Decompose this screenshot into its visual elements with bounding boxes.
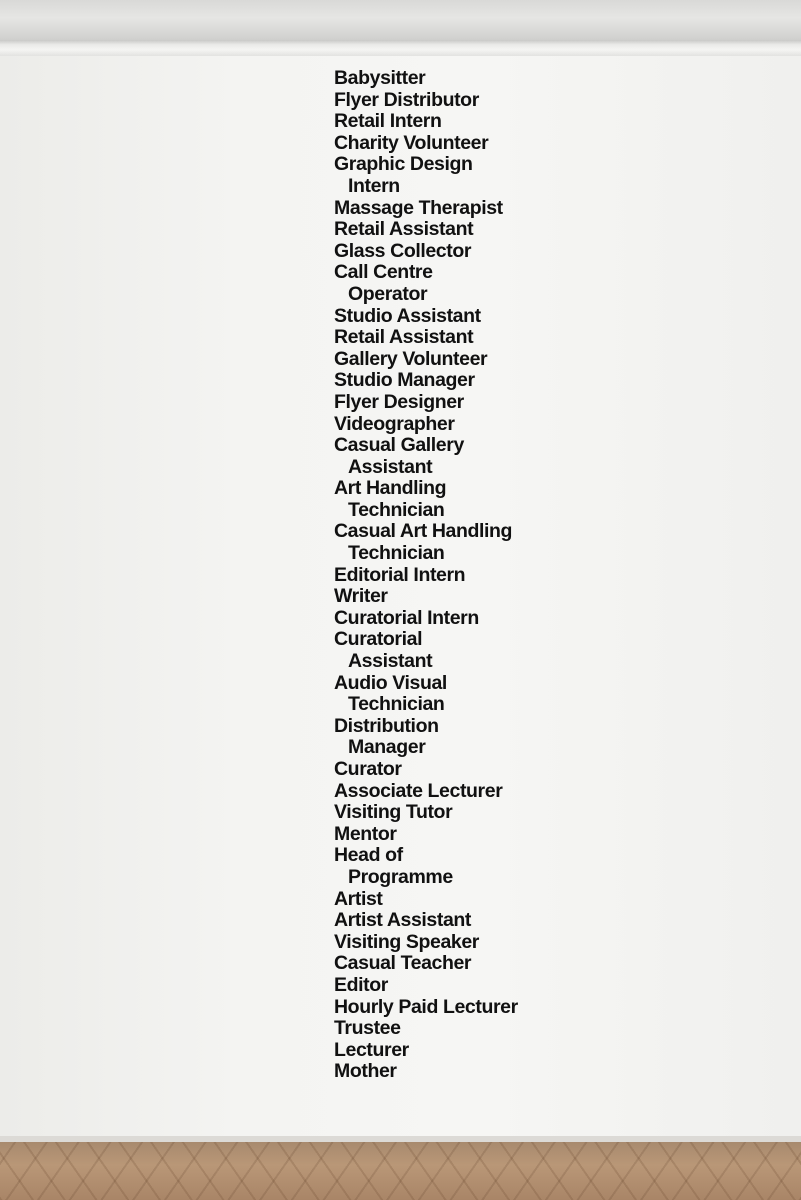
- job-title-line: Associate Lecturer: [334, 779, 503, 802]
- job-title: [334, 111, 518, 133]
- job-title-line: Charity Volunteer: [334, 131, 489, 154]
- parquet-floor: [0, 1142, 801, 1200]
- job-title: [334, 629, 518, 672]
- job-title-line: Audio Visual: [334, 671, 447, 694]
- job-title-continuation: Technician: [348, 693, 445, 716]
- job-title-line: Casual Gallery: [334, 434, 464, 457]
- job-title: [334, 154, 518, 197]
- job-title-line: Mentor: [334, 822, 397, 845]
- job-title: [334, 327, 518, 349]
- job-title-continuation: Programme: [348, 865, 453, 888]
- job-title: [334, 975, 518, 997]
- job-title: [334, 608, 518, 630]
- job-title-line: Flyer Designer: [334, 390, 464, 413]
- job-title-line: Call Centre: [334, 261, 433, 284]
- job-title: [334, 889, 518, 911]
- job-title-line: Distribution: [334, 714, 439, 737]
- job-title: [334, 673, 518, 716]
- job-title: [334, 478, 518, 521]
- job-title: [334, 219, 518, 241]
- job-title-line: Studio Assistant: [334, 304, 481, 327]
- job-title-line: Videographer: [334, 412, 455, 435]
- job-title-line: Visiting Tutor: [334, 801, 453, 824]
- job-title-line: Lecturer: [334, 1038, 409, 1061]
- job-title-line: Retail Intern: [334, 110, 442, 133]
- job-title-continuation: Technician: [348, 498, 445, 521]
- job-title: [334, 306, 518, 328]
- job-title-line: Curator: [334, 758, 402, 780]
- job-title: [334, 824, 518, 846]
- job-title: [334, 241, 518, 263]
- job-title-line: Writer: [334, 585, 388, 608]
- job-title-continuation: Intern: [348, 174, 400, 197]
- job-title: [334, 370, 518, 392]
- job-title-line: Flyer Distributor: [334, 88, 479, 111]
- job-title-line: Graphic Design: [334, 153, 473, 176]
- job-title-line: Editorial Intern: [334, 563, 466, 586]
- job-title-line: Casual Art Handling: [334, 520, 513, 543]
- job-title-line: Mother: [334, 1060, 397, 1083]
- job-title: [334, 521, 518, 564]
- job-title-line: Art Handling: [334, 477, 447, 500]
- job-title-line: Casual Teacher: [334, 952, 472, 975]
- job-title-line: Retail Assistant: [334, 326, 474, 349]
- job-title: [334, 198, 518, 220]
- job-title-line: Studio Manager: [334, 369, 475, 392]
- job-title: [334, 1040, 518, 1062]
- job-title: [334, 997, 518, 1019]
- job-title: [334, 845, 518, 888]
- job-title-line: Editor: [334, 973, 388, 996]
- job-title: [334, 435, 518, 478]
- job-title-line: Trustee: [334, 1017, 401, 1040]
- job-title: [334, 1061, 518, 1083]
- job-title: [334, 133, 518, 155]
- job-title: [334, 781, 518, 803]
- job-title: [334, 414, 518, 436]
- job-title-line: Curatorial Intern: [334, 606, 479, 629]
- job-title: [334, 262, 518, 305]
- job-title: [334, 68, 518, 90]
- job-title-line: Retail Assistant: [334, 218, 474, 241]
- job-title: [334, 349, 518, 371]
- job-title-line: Head of: [334, 844, 403, 867]
- job-title-line: Artist: [334, 887, 383, 910]
- job-title: [334, 392, 518, 414]
- job-title: [334, 802, 518, 824]
- job-title: [334, 586, 518, 608]
- job-title-continuation: Operator: [348, 282, 428, 305]
- job-title-continuation: Technician: [348, 542, 445, 565]
- job-title-line: Gallery Volunteer: [334, 347, 488, 370]
- job-title-line: Babysitter: [334, 67, 426, 89]
- job-title-line: Glass Collector: [334, 239, 472, 262]
- job-title: [334, 910, 518, 932]
- job-title: [334, 90, 518, 112]
- job-title-continuation: Assistant: [348, 455, 433, 478]
- job-title: [334, 953, 518, 975]
- ceiling-cornice: [0, 0, 801, 40]
- job-title-continuation: Manager: [348, 736, 426, 759]
- job-title-list: [334, 68, 518, 1083]
- job-title: [334, 932, 518, 954]
- job-title-line: Massage Therapist: [334, 196, 503, 219]
- job-title-line: Visiting Speaker: [334, 930, 479, 953]
- job-title-line: Hourly Paid Lecturer: [334, 995, 518, 1018]
- job-title: [334, 1018, 518, 1040]
- job-title: [334, 759, 518, 781]
- job-title-line: Curatorial: [334, 628, 423, 651]
- job-title: [334, 716, 518, 759]
- job-title-continuation: Assistant: [348, 650, 433, 673]
- picture-rail: [0, 40, 801, 56]
- job-title-line: Artist Assistant: [334, 909, 471, 932]
- job-title: [334, 565, 518, 587]
